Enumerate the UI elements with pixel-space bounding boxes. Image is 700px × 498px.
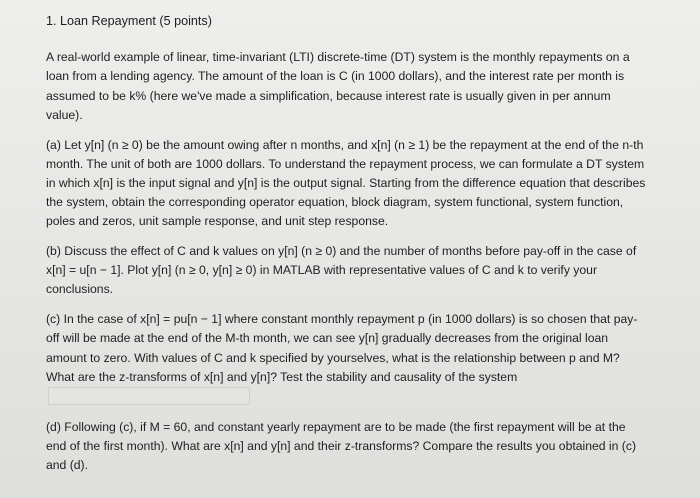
part-a-paragraph: (a) Let y[n] (n ≥ 0) be the amount owing after n months, and x[n] (n ≥ 1) be the repayment at the end of the n-th month. The unit of both are 1000 dollars. To understand the repayment process, we can formulate a DT system in which x[n] is the input signal and y[n] is the output signal. Starting from the difference equation that describes the system, obtain the corresponding operator equation, block diagram, system functional, system function, poles and zeros, unit sample response, and unit step response. [46,137,646,229]
document-content [46,12,646,486]
intro-paragraph: A real-world example of linear, time-invariant (LTI) discrete-time (DT) system is the monthly repayments on a loan from a lending agency. The amount of the loan is C (in 1000 dollars), and the interest rate per month is assumed to be k% (here we've made a simplification, because interest rate is usually given in per annum value). [46,50,630,122]
part-c-paragraph [46,310,646,407]
problem-title: 1. Loan Repayment (5 points) [46,14,212,28]
redacted-region [48,387,250,405]
part-c-text: (c) In the case of x[n] = pu[n − 1] where constant monthly repayment p (in 1000 dollars) is so chosen that pay-off will be made at the end of the M-th month, we can see y[n] gradually decreases from the original loan amount to zero. With values of C and k specified by yourselves, what is the relationship between p and M? What are the z-transforms of x[n] and y[n]? Test the stability and causality of the system [46,312,638,384]
part-d-paragraph: (d) Following (c), if M = 60, and constant yearly repayment are to be made (the first repayment will be at the end of the first month). What are x[n] and y[n] and their z-transforms? Compare the results you obtained in (c) and (d). [46,419,637,473]
part-b-paragraph: (b) Discuss the effect of C and k values on y[n] (n ≥ 0) and the number of months before pay-off in the case of x[n] = u[n − 1]. Plot y[n] (n ≥ 0, y[n] ≥ 0) in MATLAB with representative values of C and k to verify your conclusions. [46,244,637,297]
